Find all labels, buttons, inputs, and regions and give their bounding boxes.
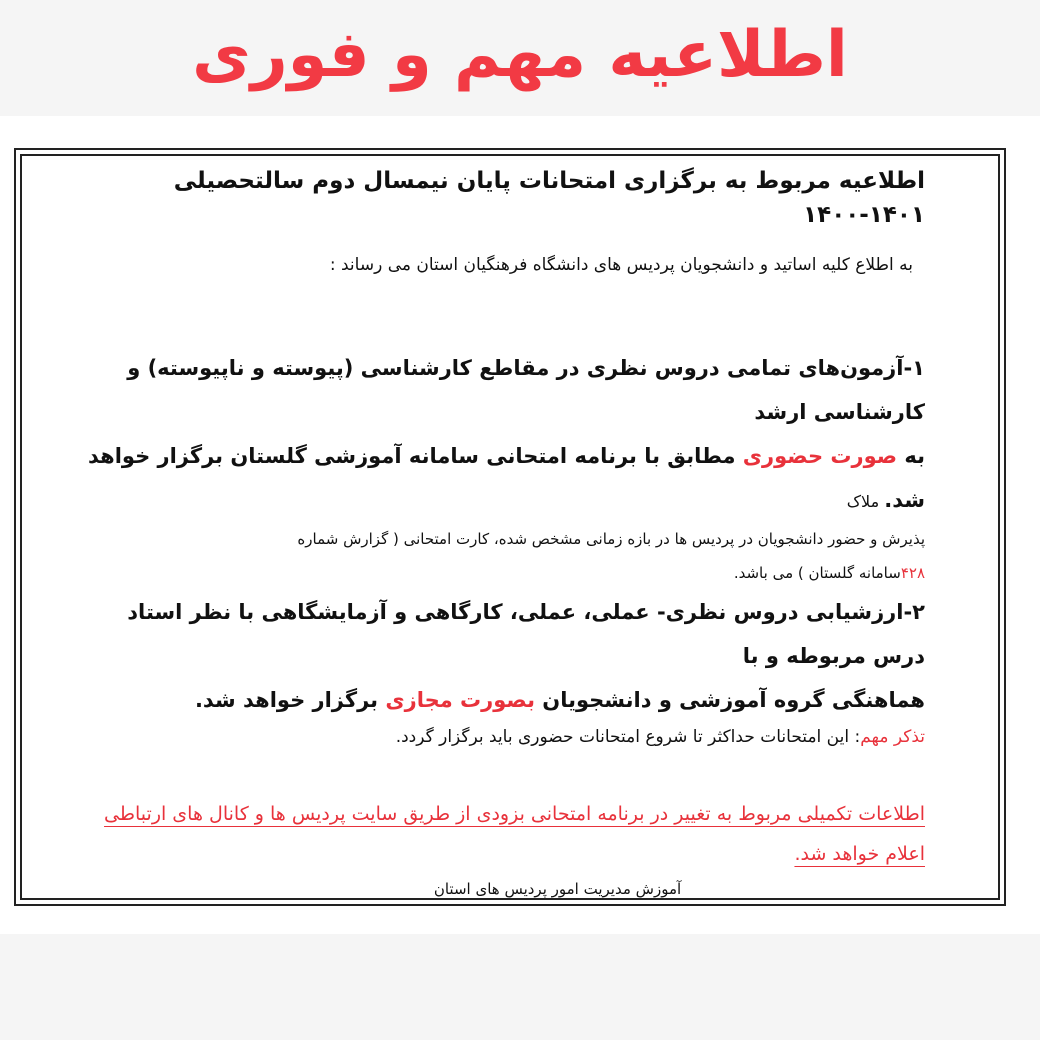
intro-text: به اطلاع کلیه اساتید و دانشجویان پردیس های دانشگاه فرهنگیان استان می رساند : bbox=[329, 255, 913, 275]
virtual-highlight: بصورت مجازی bbox=[385, 688, 535, 712]
item-1-rest: مطابق با برنامه امتحانی سامانه آموزشی گلستان برگزار خواهد شد. bbox=[88, 444, 925, 512]
important-note bbox=[70, 724, 925, 750]
in-person-highlight: صورت حضوری bbox=[742, 444, 898, 468]
item-1-line-4-rest: سامانه گلستان ) می باشد. bbox=[733, 564, 901, 582]
supplementary-info bbox=[70, 794, 925, 874]
note-text: : این امتحانات حداکثر تا شروع امتحانات حضوری باید برگزار گردد. bbox=[395, 727, 861, 747]
item-1-line-3: پذیرش و حضور دانشجویان در پردیس ها در بازه زمانی مشخص شده، کارت امتحانی ( گزارش شماره bbox=[297, 530, 925, 548]
report-number: ۴۲۸ bbox=[900, 564, 925, 582]
item-2-prefix: هماهنگی گروه آموزشی و دانشجویان bbox=[534, 688, 925, 712]
item-1-tail: ملاک bbox=[846, 492, 885, 511]
item-1 bbox=[70, 346, 925, 590]
item-1-line-4 bbox=[70, 556, 925, 590]
signature: آموزش مدیریت امور پردیس های استان bbox=[433, 880, 682, 898]
banner bbox=[0, 0, 1040, 116]
item-2-rest: برگزار خواهد شد. bbox=[194, 688, 386, 712]
note-label: تذکر مهم bbox=[860, 727, 925, 747]
item-1-prefix: به bbox=[897, 444, 925, 468]
item-1-line-1: ۱-آزمون‌های تمامی دروس نظری در مقاطع کارشناسی (پیوسته و ناپیوسته) و کارشناسی ارشد bbox=[127, 356, 925, 424]
announcement-content bbox=[70, 156, 925, 898]
supplementary-line-2: اعلام خواهد شد. bbox=[794, 843, 925, 865]
item-2 bbox=[70, 590, 925, 722]
item-2-line-1: ۲-ارزشیابی دروس نظری- عملی، عملی، کارگاهی و آزمایشگاهی با نظر استاد درس مربوطه و با bbox=[127, 600, 925, 668]
item-1-line-2 bbox=[70, 434, 925, 522]
item-2-line-2 bbox=[70, 678, 925, 722]
document-title: اطلاعیه مربوط به برگزاری امتحانات پایان نیمسال دوم سالتحصیلی ۱۴۰۱-۱۴۰۰ bbox=[173, 168, 925, 228]
announcement-sheet bbox=[0, 116, 1040, 934]
banner-title: اطلاعیه مهم و فوری bbox=[192, 18, 848, 92]
supplementary-line-1: اطلاعات تکمیلی مربوط به تغییر در برنامه امتحانی بزودی از طریق سایت پردیس ها و کانال های ارتباطی bbox=[104, 803, 925, 825]
